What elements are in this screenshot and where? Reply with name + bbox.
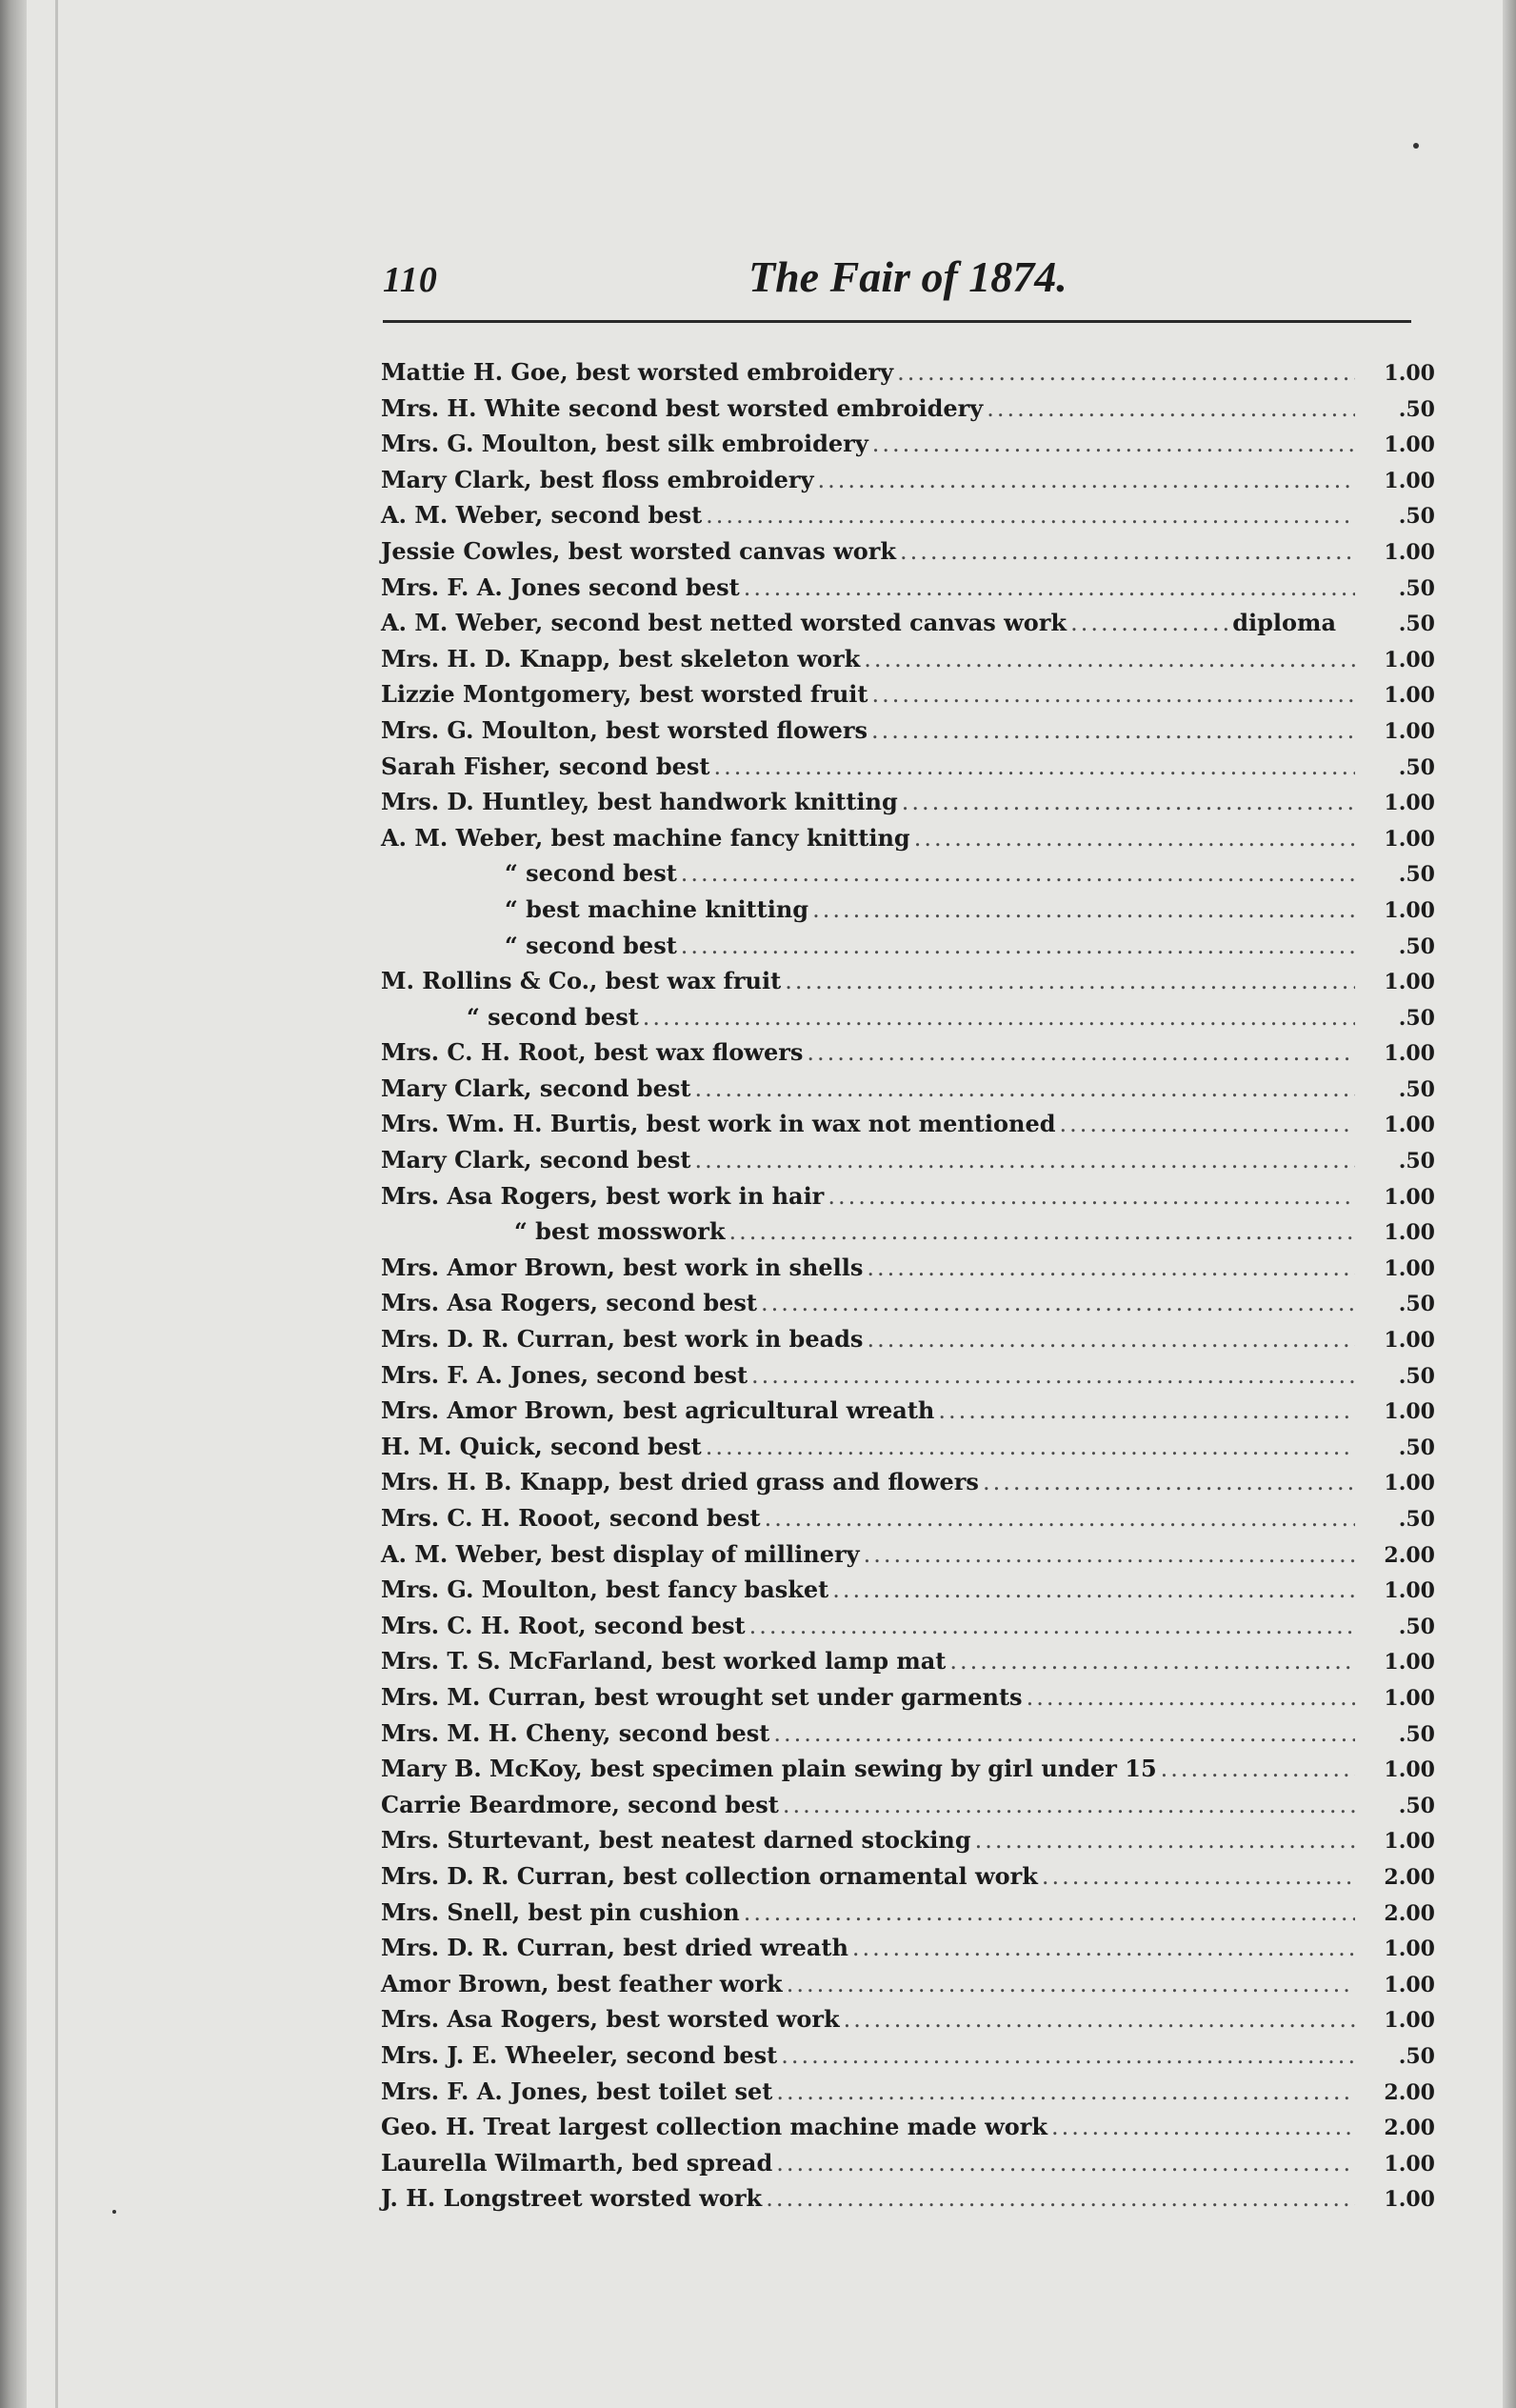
entry-amount: 1.00: [1384, 1113, 1435, 1138]
entry-label: A. M. Weber, best machine fancy knitting: [381, 823, 910, 852]
premium-entry: [381, 1393, 1443, 1429]
entry-amount: 1.00: [1384, 1757, 1435, 1783]
entry-label: Mrs. D. Huntley, best handwork knitting: [381, 788, 898, 816]
leader-dots: [744, 570, 1355, 607]
premium-entry: [381, 1178, 1443, 1214]
entry-amount: 1.00: [1384, 897, 1435, 923]
premium-entry: [381, 1822, 1443, 1858]
entry-label: Mattie H. Goe, best worsted embroidery: [381, 358, 894, 386]
premium-entry: [381, 426, 1443, 462]
entry-amount: .50: [1398, 2043, 1435, 2069]
entry-label: Lizzie Montgomery, best worsted fruit: [381, 680, 868, 709]
entry-amount: 1.00: [1384, 1650, 1435, 1676]
premium-entry: [381, 1429, 1443, 1465]
entry-label: Mrs. F. A. Jones, best toilet set: [381, 2077, 773, 2105]
entry-amount: .50: [1398, 862, 1435, 888]
entry-label: Mrs. D. R. Curran, best collection ornamental work: [381, 1861, 1038, 1890]
leader-dots: [914, 820, 1355, 857]
entry-amount: 1.00: [1384, 683, 1435, 709]
premium-entry: [381, 1321, 1443, 1357]
entry-amount: 1.00: [1384, 1578, 1435, 1604]
premium-entry: [381, 892, 1443, 928]
leader-dots: [867, 1250, 1355, 1287]
premium-entry: [381, 2001, 1443, 2037]
leader-dots: [844, 2001, 1355, 2038]
leader-dots: [812, 892, 1355, 929]
leader-dots: [706, 1429, 1355, 1466]
entry-amount: .50: [1398, 1614, 1435, 1639]
entry-label: Mrs. G. Moulton, best fancy basket: [381, 1575, 829, 1604]
entry-amount: 1.00: [1384, 970, 1435, 995]
entry-label: Mrs. G. Moulton, best worsted flowers: [381, 715, 868, 744]
leader-dots: [818, 462, 1355, 499]
leader-dots: [864, 641, 1355, 678]
entry-amount: .50: [1398, 575, 1435, 601]
premium-entry: [381, 999, 1443, 1035]
entry-amount: 1.00: [1384, 1829, 1435, 1855]
premium-entry: [381, 605, 1443, 641]
leader-dots: [714, 749, 1355, 786]
entry-amount: 1.00: [1384, 1184, 1435, 1210]
entry-amount: 1.00: [1384, 539, 1435, 565]
leader-dots: [1161, 1751, 1355, 1788]
entry-amount: .50: [1398, 933, 1435, 959]
leader-dots: [1042, 1858, 1355, 1896]
leader-dots: [785, 963, 1355, 1000]
leader-dots: [681, 928, 1355, 965]
premium-entry: [381, 1142, 1443, 1178]
premium-entry: [381, 928, 1443, 964]
entry-label: Mrs. Amor Brown, best agricultural wreath: [381, 1396, 935, 1425]
entry-amount: 1.00: [1384, 791, 1435, 816]
entry-amount: 1.00: [1384, 2151, 1435, 2177]
entry-label: Mrs. C. H. Root, best wax flowers: [381, 1038, 804, 1067]
leader-dots: [975, 1822, 1355, 1859]
entry-label: M. Rollins & Co., best wax fruit: [381, 967, 782, 995]
premium-entry: [381, 1716, 1443, 1752]
entry-label: Mrs. Amor Brown, best work in shells: [381, 1253, 864, 1281]
entry-label: A. M. Weber, second best netted worsted canvas work: [381, 609, 1067, 637]
entry-amount: .50: [1398, 754, 1435, 780]
entry-amount: 1.00: [1384, 647, 1435, 672]
premium-entry: [381, 1787, 1443, 1823]
premium-entry: [381, 1572, 1443, 1608]
entry-amount: 1.00: [1384, 1972, 1435, 1997]
leader-dots: [983, 1464, 1355, 1501]
premium-entry: [381, 963, 1443, 999]
ink-speck: [112, 2210, 116, 2214]
entry-amount: 1.00: [1384, 2187, 1435, 2213]
leader-dots: [867, 1321, 1355, 1358]
entry-label: A. M. Weber, second best: [381, 501, 703, 530]
entry-amount: .50: [1398, 1435, 1435, 1460]
leader-dots: [706, 497, 1355, 534]
entry-amount: .50: [1398, 1149, 1435, 1174]
entry-amount: 1.00: [1384, 468, 1435, 493]
entry-label: Mary Clark, second best: [381, 1146, 691, 1174]
entry-amount: .50: [1398, 1793, 1435, 1818]
premium-entry: [381, 354, 1443, 391]
leader-dots: [776, 2074, 1355, 2111]
entry-amount: .50: [1398, 1507, 1435, 1532]
premium-entry: [381, 1608, 1443, 1644]
entry-label: Mrs. M. Curran, best wrought set under garments: [381, 1682, 1023, 1711]
entry-label: Mrs. Asa Rogers, best worsted work: [381, 2005, 840, 2034]
entry-amount: 1.00: [1384, 1685, 1435, 1711]
entry-amount: 1.00: [1384, 1399, 1435, 1425]
entry-label: Mrs. H. White second best worsted embroidery: [381, 393, 984, 422]
header-rule: [383, 320, 1411, 323]
entry-label: “ best machine knitting: [505, 894, 809, 923]
premium-entry: [381, 1071, 1443, 1107]
leader-dots: [1070, 605, 1228, 642]
leader-dots: [729, 1214, 1355, 1251]
premium-entry: [381, 2145, 1443, 2181]
page-right-edge: [1503, 0, 1516, 2408]
entry-amount: 1.00: [1384, 718, 1435, 744]
entry-label: Mrs. G. Moulton, best silk embroidery: [381, 430, 868, 458]
leader-dots: [987, 391, 1355, 428]
entry-label: Carrie Beardmore, second best: [381, 1790, 779, 1818]
leader-dots: [773, 1716, 1355, 1753]
entry-label: Mary B. McKoy, best specimen plain sewing by girl under 15: [381, 1755, 1157, 1783]
leader-dots: [828, 1178, 1355, 1215]
premium-entry: [381, 1679, 1443, 1716]
leader-dots: [761, 1285, 1355, 1322]
entry-label: “ best mosswork: [514, 1217, 726, 1246]
entry-amount: .50: [1398, 1076, 1435, 1102]
leader-dots: [1027, 1679, 1355, 1716]
premium-entry: [381, 1500, 1443, 1536]
leader-dots: [787, 1966, 1355, 2003]
premium-entry: [381, 462, 1443, 498]
entry-amount: .50: [1398, 396, 1435, 422]
entry-amount: 1.00: [1384, 432, 1435, 458]
entry-amount: .50: [1398, 1721, 1435, 1747]
entry-label: Mary Clark, best floss embroidery: [381, 465, 814, 493]
leader-dots: [781, 2037, 1355, 2075]
leader-dots: [744, 1895, 1355, 1932]
premium-entry: [381, 1214, 1443, 1250]
leader-dots: [807, 1034, 1355, 1072]
entry-amount: .50: [1398, 504, 1435, 530]
leader-dots: [751, 1357, 1355, 1395]
entry-amount: 2.00: [1384, 2079, 1435, 2105]
entry-amount: 2.00: [1384, 1900, 1435, 1926]
entry-amount: 1.00: [1384, 826, 1435, 852]
entry-label: Mrs. D. R. Curran, best dried wreath: [381, 1934, 848, 1962]
leader-dots: [852, 1930, 1355, 1967]
entry-label: H. M. Quick, second best: [381, 1432, 702, 1460]
entry-label: Mrs. Asa Rogers, best work in hair: [381, 1181, 825, 1210]
entry-label: Sarah Fisher, second best: [381, 752, 710, 780]
premium-entry: [381, 1930, 1443, 1966]
entry-amount: 1.00: [1384, 1041, 1435, 1067]
premium-entry: [381, 2180, 1443, 2217]
entry-amount: 2.00: [1384, 1542, 1435, 1568]
entry-label: Mrs. Snell, best pin cushion: [381, 1897, 740, 1926]
leader-dots: [902, 784, 1355, 821]
premium-entry: [381, 391, 1443, 427]
premium-entry: [381, 676, 1443, 712]
premium-entry: [381, 1250, 1443, 1286]
premium-entry: [381, 570, 1443, 606]
entry-amount: 1.00: [1384, 1936, 1435, 1962]
entry-amount: 1.00: [1384, 1255, 1435, 1281]
entry-label: Mary Clark, second best: [381, 1074, 691, 1102]
entry-label: Mrs. Asa Rogers, second best: [381, 1289, 757, 1317]
leader-dots: [766, 2180, 1355, 2217]
premium-entry: [381, 1285, 1443, 1321]
premium-entry: [381, 533, 1443, 570]
premium-entry: [381, 641, 1443, 677]
entry-label: “ second best: [467, 1002, 639, 1031]
entry-label: J. H. Longstreet worsted work: [381, 2184, 763, 2213]
premium-entry: [381, 1034, 1443, 1071]
entry-amount: 2.00: [1384, 2116, 1435, 2141]
leader-dots: [872, 426, 1355, 463]
entry-label: Amor Brown, best feather work: [381, 1969, 783, 1997]
entry-label: Laurella Wilmarth, bed spread: [381, 2148, 773, 2177]
leader-dots: [864, 1536, 1355, 1574]
entry-label: Mrs. C. H. Root, second best: [381, 1611, 746, 1639]
premium-entry: [381, 2109, 1443, 2145]
entry-label: “ second best: [505, 859, 677, 888]
leader-dots: [1051, 2109, 1355, 2146]
premium-entry: [381, 1966, 1443, 2002]
premium-entry: [381, 1536, 1443, 1573]
premium-list: [381, 354, 1443, 2217]
entry-label: Mrs. T. S. McFarland, best worked lamp mat: [381, 1647, 947, 1676]
leader-dots: [681, 855, 1355, 893]
entry-amount: .50: [1398, 612, 1435, 637]
premium-entry: [381, 1751, 1443, 1787]
binding-gutter-line: [55, 0, 58, 2408]
entry-amount: .50: [1398, 1292, 1435, 1317]
premium-entry: [381, 749, 1443, 785]
premium-entry: [381, 1643, 1443, 1679]
leader-dots: [900, 533, 1355, 571]
premium-entry: [381, 497, 1443, 533]
entry-amount: 1.00: [1384, 1471, 1435, 1496]
entry-label: Mrs. H. B. Knapp, best dried grass and flowers: [381, 1468, 979, 1496]
running-title: The Fair of 1874.: [748, 252, 1067, 301]
premium-entry: [381, 1357, 1443, 1394]
entry-label: A. M. Weber, best display of millinery: [381, 1539, 860, 1568]
entry-amount: 1.00: [1384, 1328, 1435, 1354]
leader-dots: [872, 676, 1356, 713]
ink-speck: [1413, 143, 1419, 149]
entry-label: Mrs. M. H. Cheny, second best: [381, 1718, 770, 1747]
entry-label: Mrs. Sturtevant, best neatest darned stocking: [381, 1826, 971, 1855]
entry-label: Geo. H. Treat largest collection machine made work: [381, 2113, 1048, 2141]
entry-label: Mrs. C. H. Rooot, second best: [381, 1504, 761, 1532]
entry-amount: .50: [1398, 1005, 1435, 1031]
leader-dots: [1060, 1106, 1355, 1143]
leader-dots: [938, 1393, 1355, 1430]
entry-label: Mrs. F. A. Jones, second best: [381, 1360, 748, 1389]
leader-dots: [643, 999, 1355, 1036]
premium-entry: [381, 855, 1443, 892]
premium-entry: [381, 1858, 1443, 1895]
leader-dots: [832, 1572, 1355, 1609]
premium-entry: [381, 1464, 1443, 1500]
leader-dots: [765, 1500, 1355, 1537]
entry-amount: 2.00: [1384, 1864, 1435, 1890]
leader-dots: [776, 2145, 1355, 2182]
entry-label: Mrs. D. R. Curran, best work in beads: [381, 1325, 864, 1354]
leader-dots: [871, 712, 1355, 750]
page-number: 110: [383, 260, 438, 300]
leader-dots: [949, 1643, 1355, 1680]
entry-amount: .50: [1398, 1363, 1435, 1389]
entry-amount: 1.00: [1384, 361, 1435, 386]
entry-label: Mrs. J. E. Wheeler, second best: [381, 2040, 778, 2069]
entry-label: Mrs. Wm. H. Burtis, best work in wax not mentioned: [381, 1110, 1056, 1138]
premium-entry: [381, 2074, 1443, 2110]
entry-amount: 1.00: [1384, 1220, 1435, 1246]
premium-entry: [381, 1106, 1443, 1142]
entry-label: Mrs. H. D. Knapp, best skeleton work: [381, 644, 861, 672]
entry-label: “ second best: [505, 931, 677, 959]
premium-entry: [381, 784, 1443, 820]
leader-dots: [694, 1142, 1355, 1179]
premium-entry: [381, 712, 1443, 749]
leader-dots: [783, 1787, 1355, 1824]
entry-amount: 1.00: [1384, 2008, 1435, 2034]
entry-note: diploma: [1232, 609, 1336, 637]
leader-dots: [897, 354, 1355, 391]
entry-label: Jessie Cowles, best worsted canvas work: [381, 536, 897, 565]
leader-dots: [694, 1071, 1355, 1108]
book-binding-edge: [0, 0, 27, 2408]
premium-entry: [381, 1895, 1443, 1931]
entry-label: Mrs. F. A. Jones second best: [381, 572, 740, 601]
premium-entry: [381, 820, 1443, 856]
leader-dots: [749, 1608, 1355, 1645]
premium-entry: [381, 2037, 1443, 2074]
